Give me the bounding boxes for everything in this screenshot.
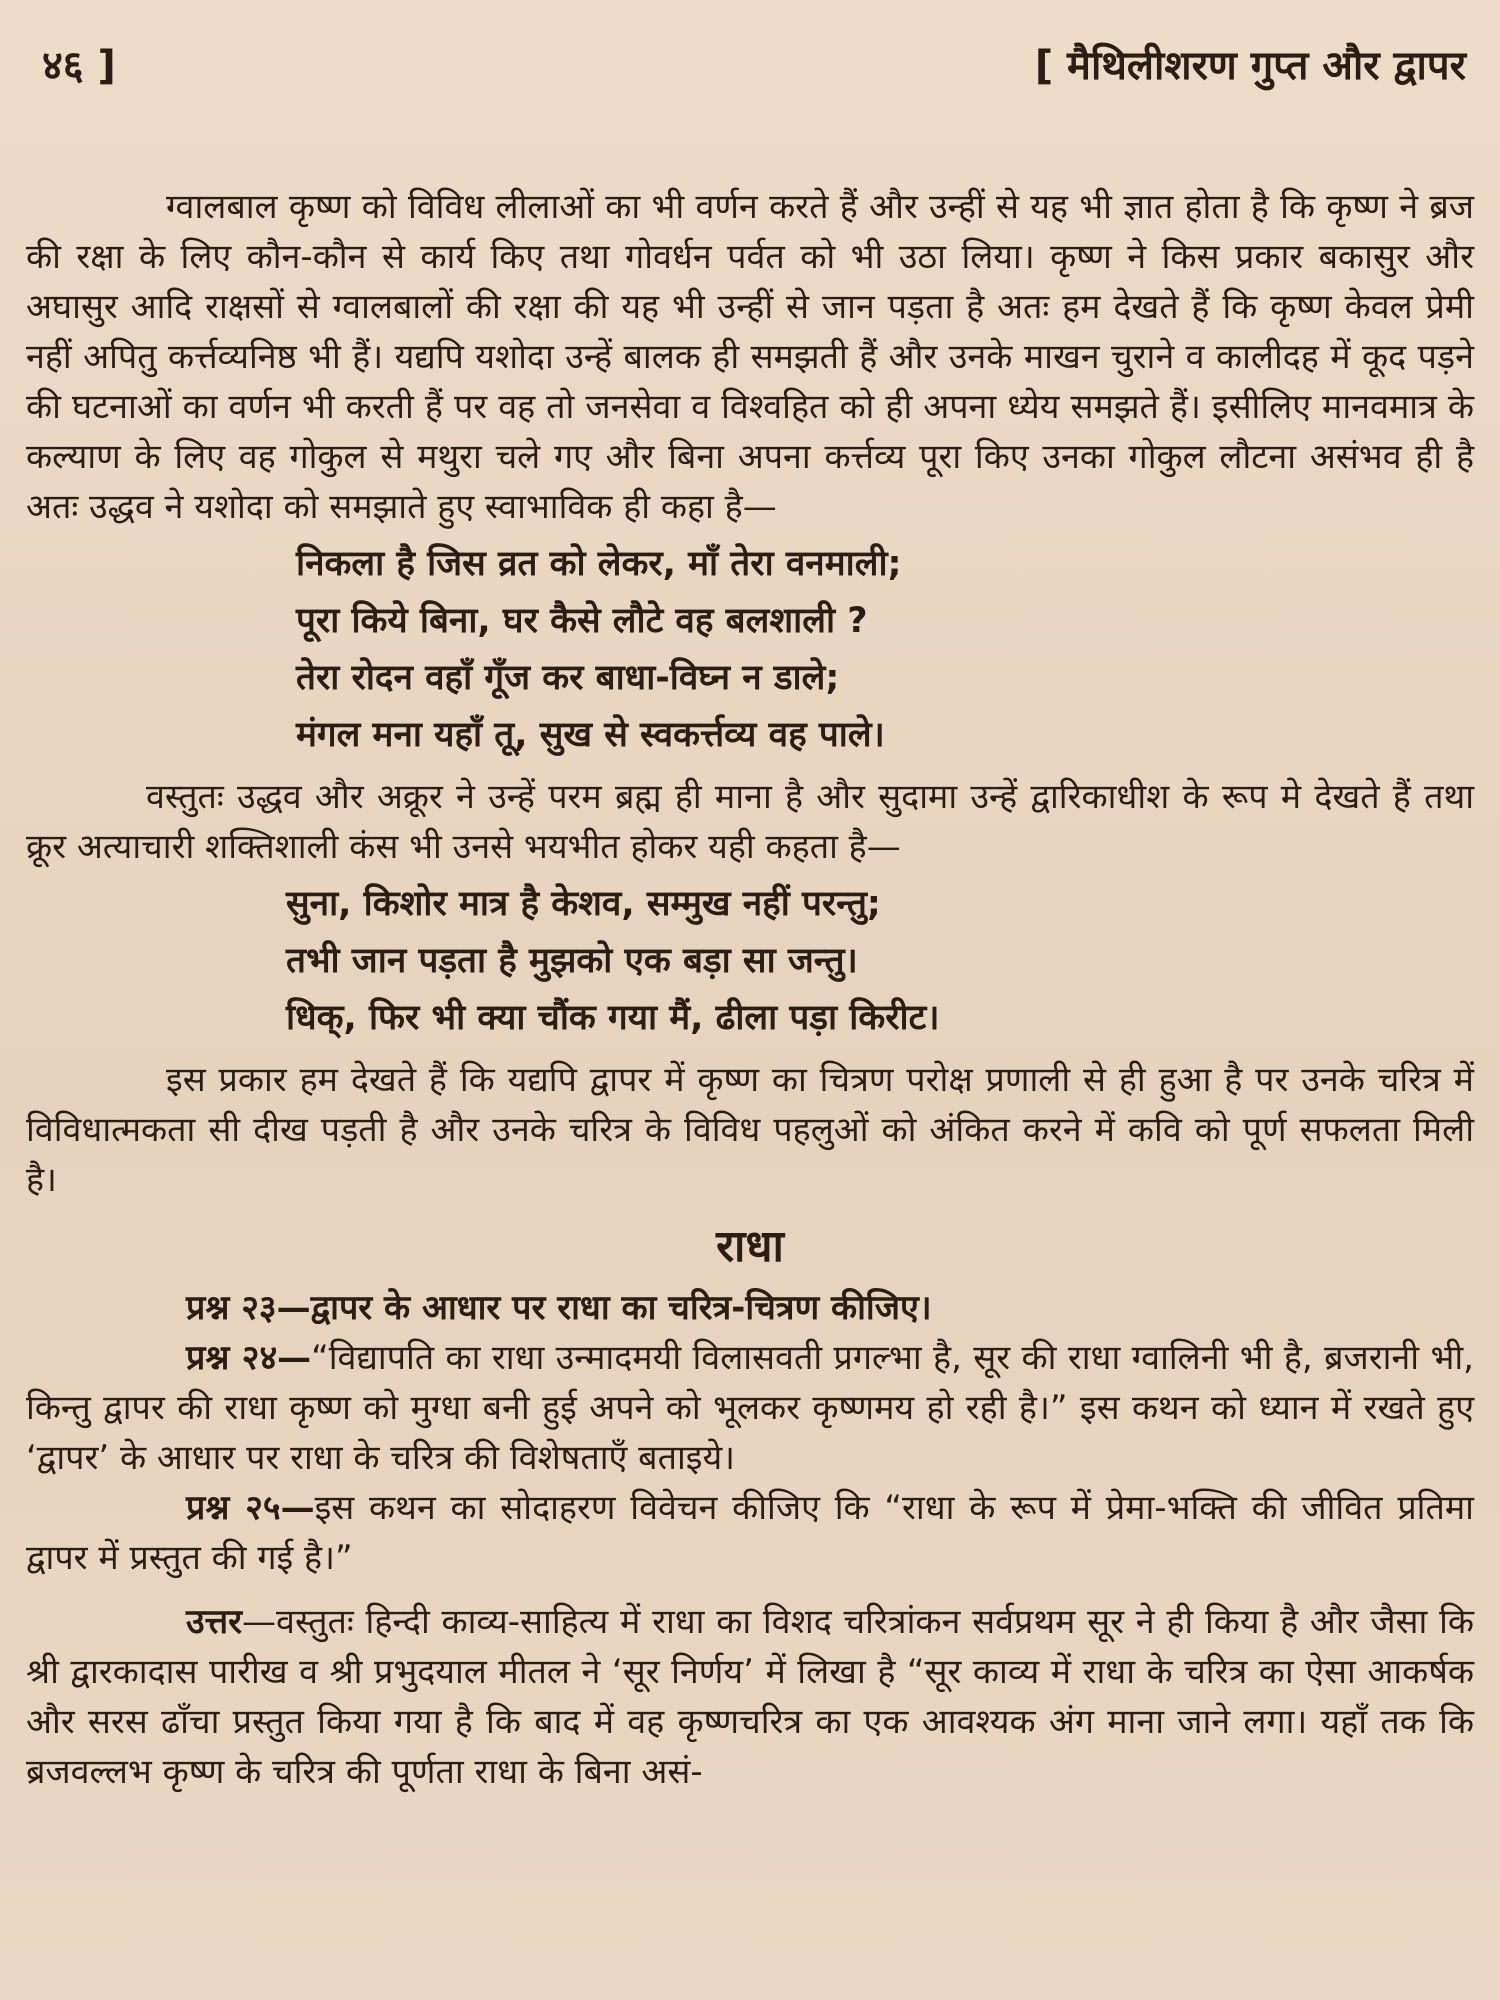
running-head: [ मैथिलीशरण गुप्त और द्वापर: [1034, 43, 1466, 89]
paragraph-2: वस्तुतः उद्धव और अक्रूर ने उन्हें परम ब्रह्म ही माना है और सुदामा उन्हें द्वारिकाधीश के रूप मे देखते हैं तथा क्रूर अत्याचारी शक्तिशाली कंस भी उनसे भयभीत होकर यही कहता है—: [26, 777, 1474, 867]
verse-line: पूरा किये बिना, घर कैसे लौटे वह बलशाली ?: [296, 601, 868, 641]
question-24: [26, 1333, 1474, 1483]
answer: [26, 1597, 1474, 1797]
answer-text: —वस्तुतः हिन्दी काव्य-साहित्य में राधा का विशद चरित्रांकन सर्वप्रथम सूर ने ही किया है और जैसा कि श्री द्वारकादास पारीख व श्री प्रभुदयाल मीतल ने ‘सूर निर्णय’ में लिखा है “सूर काव्य में राधा के चरित्र का ऐसा आकर्षक और सरस ढाँचा प्रस्तुत किया गया है कि बाद में वह कृष्णचरित्र का एक आवश्यक अंग माना जाने लगा। यहाँ तक कि ब्रजवल्लभ कृष्ण के चरित्र की पूर्णता राधा के बिना असं-: [26, 1602, 1474, 1792]
page-header: [26, 36, 1474, 106]
paragraph-3: इस प्रकार हम देखते हैं कि यद्यपि द्वापर में कृष्ण का चित्रण परोक्ष प्रणाली से ही हुआ है पर उनके चरित्र में विविधात्मकता सी दीख पड़ती है और उनके चरित्र के विविध पहलुओं को अंकित करने में कवि को पूर्ण सफलता मिली है।: [26, 1060, 1474, 1200]
verse-line: सुना, किशोर मात्र है केशव, सम्मुख नहीं परन्तु;: [286, 884, 881, 924]
verse-line: मंगल मना यहाँ तू, सुख से स्वकर्त्तव्य वह पाले।: [296, 715, 885, 755]
question-label: प्रश्न २५—: [186, 1488, 315, 1528]
verse-line: निकला है जिस व्रत को लेकर, माँ तेरा वनमाली;: [296, 544, 902, 584]
question-label: प्रश्न २४—: [186, 1338, 312, 1378]
verse-line: तेरा रोदन वहाँ गूँज कर बाधा-विघ्न न डाले;: [296, 658, 840, 698]
verse-line: तभी जान पड़ता है मुझको एक बड़ा सा जन्तु।: [286, 941, 858, 981]
answer-label: उत्तर: [186, 1602, 243, 1642]
question-23: [26, 1283, 1474, 1333]
verse-block-2: [26, 876, 1474, 1047]
section-title: राधा: [716, 1221, 784, 1272]
question-text: द्वापर के आधार पर राधा का चरित्र-चित्रण कीजिए।: [310, 1288, 932, 1328]
question-text: इस कथन का सोदाहरण विवेचन कीजिए कि “राधा के रूप में प्रेमा-भक्ति की जीवित प्रतिमा द्वापर में प्रस्तुत की गई है।”: [26, 1488, 1474, 1578]
paragraph-1: ग्वालबाल कृष्ण को विविध लीलाओं का भी वर्णन करते हैं और उन्हीं से यह भी ज्ञात होता है कि कृष्ण ने ब्रज की रक्षा के लिए कौन-कौन से कार्य किए तथा गोवर्धन पर्वत को भी उठा लिया। कृष्ण ने किस प्रकार बकासुर और अघासुर आदि राक्षसों से ग्वालबालों की रक्षा की यह भी उन्हीं से जान पड़ता है अतः हम देखते हैं कि कृष्ण केवल प्रेमी नहीं अपितु कर्त्तव्यनिष्ठ भी हैं। यद्यपि यशोदा उन्हें बालक ही समझती हैं और उनके माखन चुराने व कालीदह में कूद पड़ने की घटनाओं का वर्णन भी करती हैं पर वह तो जनसेवा व विश्वहित को ही अपना ध्येय समझते हैं। इसीलिए मानवमात्र के कल्याण के लिए वह गोकुल से मथुरा चले गए और बिना अपना कर्त्तव्य पूरा किए उनका गोकुल लौटना असंभव ही है अतः उद्धव ने यशोदा को समझाते हुए स्वाभाविक ही कहा है—: [26, 187, 1474, 527]
question-label: प्रश्न २३—: [186, 1288, 311, 1328]
verse-block-1: [26, 536, 1474, 764]
question-text: “विद्यापति का राधा उन्मादमयी विलासवती प्रगल्भा है, सूर की राधा ग्वालिनी भी है, ब्रजरानी भी, किन्तु द्वापर की राधा कृष्ण को मुग्धा बनी हुई अपने को भूलकर कृष्णमय हो रही है।” इस कथन को ध्यान में रखते हुए ‘द्वापर’ के आधार पर राधा के चरित्र की विशेषताएँ बताइये।: [26, 1338, 1474, 1478]
question-25: [26, 1483, 1474, 1583]
page-number: ४६ ]: [42, 43, 116, 89]
verse-line: धिक्, फिर भी क्या चौंक गया मैं, ढीला पड़ा किरीट।: [286, 998, 940, 1038]
